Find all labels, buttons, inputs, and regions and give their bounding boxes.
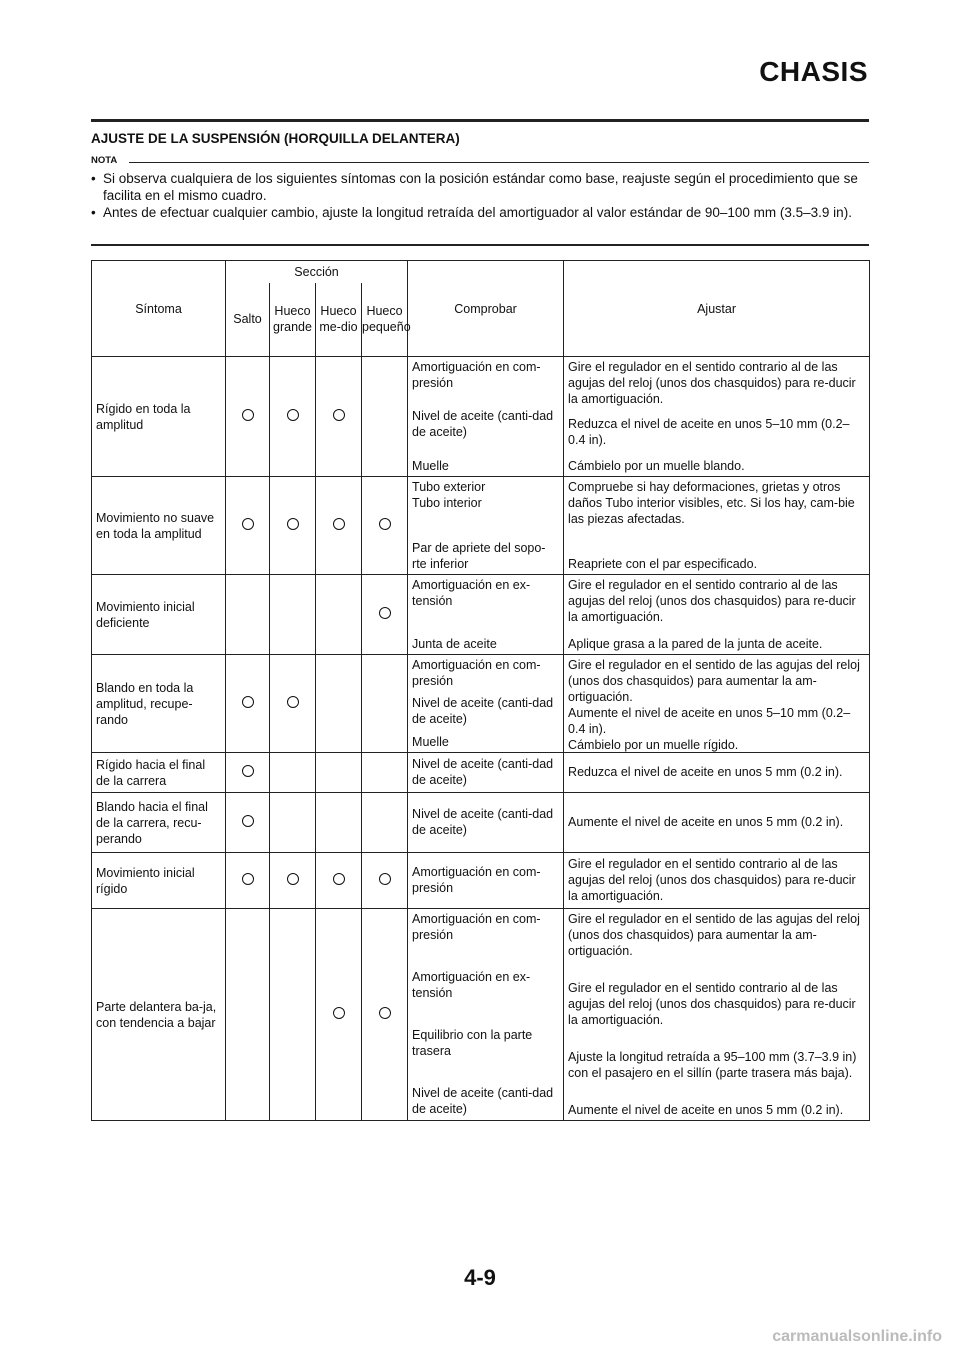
circle-mark-icon — [287, 696, 299, 708]
check-text: Amortiguación en com-presión — [412, 865, 541, 895]
circle-mark-icon — [287, 409, 299, 421]
check-text: Nivel de aceite (canti-dad de aceite) — [412, 757, 554, 787]
circle-mark-icon — [333, 873, 345, 885]
check-cell — [408, 575, 564, 655]
section-mark-cell — [316, 477, 362, 575]
section-mark-cell — [362, 575, 408, 655]
section-mark-cell — [316, 909, 362, 1121]
adjust-text: Gire el regulador en el sentido de las agujas del reloj (unos dos chasquidos) para aumentar la am-ortiguación. — [568, 657, 860, 704]
adjust-text: Gire el regulador en el sentido contrario al de las agujas del reloj (unos dos chasquidos) para re-ducir la amortiguación. — [568, 980, 856, 1027]
section-mark-cell — [362, 753, 408, 793]
table-row — [92, 853, 870, 909]
adjust-cell — [564, 853, 870, 909]
circle-mark-icon — [242, 815, 254, 827]
section-mark-cell — [316, 853, 362, 909]
table-row — [92, 909, 870, 1121]
check-text: Amortiguación en ex-tensión — [412, 969, 531, 1000]
section-heading: AJUSTE DE LA SUSPENSIÓN (HORQUILLA DELANTERA) — [91, 131, 460, 146]
symptom-cell: Blando en toda la amplitud, recupe-rando — [92, 655, 226, 753]
header-adjust: Ajustar — [564, 261, 870, 357]
table-row — [92, 753, 870, 793]
section-mark-cell — [226, 575, 270, 655]
circle-mark-icon — [287, 873, 299, 885]
check-text: Nivel de aceite (canti-dad de aceite) — [412, 1086, 554, 1117]
check-text: Nivel de aceite (canti-dad de aceite) — [412, 696, 554, 726]
section-mark-cell — [362, 909, 408, 1121]
section-mark-cell — [270, 909, 316, 1121]
section-mark-cell — [270, 753, 316, 793]
header-hueco-pequeno: Hueco pequeño — [362, 283, 408, 357]
watermark: carmanualsonline.info — [772, 1328, 942, 1345]
section-mark-cell — [226, 909, 270, 1121]
section-mark-cell — [362, 655, 408, 753]
adjust-text: Reapriete con el par especificado. — [568, 556, 758, 571]
adjust-text: Ajuste la longitud retraída a 95–100 mm (3.7–3.9 in) con el pasajero en el sillín (parte trasera más baja). — [568, 1049, 857, 1080]
symptom-cell: Blando hacia el final de la carrera, recu-perando — [92, 793, 226, 853]
adjust-text: Reduzca el nivel de aceite en unos 5 mm (0.2 in). — [568, 765, 843, 779]
section-mark-cell — [316, 357, 362, 477]
section-mark-cell — [226, 655, 270, 753]
check-cell — [408, 793, 564, 853]
adjust-text: Reduzca el nivel de aceite en unos 5–10 mm (0.2–0.4 in). — [568, 417, 850, 447]
section-mark-cell — [226, 853, 270, 909]
check-cell — [408, 655, 564, 753]
section-mark-cell — [316, 753, 362, 793]
header-check: Comprobar — [408, 261, 564, 357]
section-mark-cell — [270, 575, 316, 655]
note-label: NOTA — [91, 155, 118, 166]
note-bottom-rule — [91, 244, 869, 246]
symptom-cell: Rígido hacia el final de la carrera — [92, 753, 226, 793]
section-mark-cell — [226, 477, 270, 575]
section-mark-cell — [270, 793, 316, 853]
circle-mark-icon — [379, 1007, 391, 1019]
check-text: Amortiguación en ex-tensión — [412, 577, 531, 608]
page-number: 4-9 — [464, 1265, 496, 1290]
circle-mark-icon — [379, 518, 391, 530]
section-mark-cell — [226, 753, 270, 793]
note-rule — [129, 162, 869, 163]
circle-mark-icon — [379, 873, 391, 885]
adjust-text: Aplique grasa a la pared de la junta de aceite. — [568, 636, 823, 651]
check-text: Nivel de aceite (canti-dad de aceite) — [412, 409, 554, 439]
circle-mark-icon — [242, 518, 254, 530]
table-row — [92, 793, 870, 853]
table-row — [92, 575, 870, 655]
circle-mark-icon — [242, 765, 254, 777]
check-text: Par de apriete del sopo-rte inferior — [412, 540, 546, 571]
section-mark-cell — [316, 655, 362, 753]
section-mark-cell — [316, 575, 362, 655]
header-hueco-grande: Hueco grande — [270, 283, 316, 357]
table-body — [92, 357, 870, 1121]
header-rule — [91, 119, 869, 122]
table-row — [92, 357, 870, 477]
adjust-cell — [564, 477, 870, 575]
check-cell — [408, 477, 564, 575]
circle-mark-icon — [242, 873, 254, 885]
check-text: Amortiguación en com-presión — [412, 911, 541, 942]
check-cell — [408, 753, 564, 793]
circle-mark-icon — [242, 409, 254, 421]
note-header — [91, 155, 869, 167]
note-list — [91, 170, 869, 221]
section-mark-cell — [362, 357, 408, 477]
table-row — [92, 477, 870, 575]
note-item: • Si observa cualquiera de los siguientes síntomas con la posición estándar como base, reajuste según el procedimiento que se facilita en el mismo cuadro. — [91, 170, 869, 204]
check-text: Muelle — [412, 458, 449, 473]
section-mark-cell — [362, 477, 408, 575]
adjust-text: Cámbielo por un muelle rígido. — [568, 737, 739, 752]
symptom-cell: Rígido en toda la amplitud — [92, 357, 226, 477]
symptom-cell: Parte delantera ba-ja, con tendencia a bajar — [92, 909, 226, 1121]
circle-mark-icon — [379, 607, 391, 619]
check-text: Tubo exterior Tubo interior — [412, 479, 486, 510]
adjust-text: Gire el regulador en el sentido contrario al de las agujas del reloj (unos dos chasquidos) para re-ducir la amortiguación. — [568, 359, 856, 406]
check-text: Muelle — [412, 734, 449, 749]
adjust-text: Compruebe si hay deformaciones, grietas y otros daños Tubo interior visibles, etc. Si los hay, cam-bie las piezas afectadas. — [568, 479, 855, 526]
suspension-table — [91, 260, 870, 1121]
section-mark-cell — [362, 853, 408, 909]
circle-mark-icon — [333, 1007, 345, 1019]
section-mark-cell — [270, 357, 316, 477]
page-title: CHASIS — [759, 56, 868, 87]
note-item: • Antes de efectuar cualquier cambio, ajuste la longitud retraída del amortiguador al valor estándar de 90–100 mm (3.5–3.9 in). — [91, 204, 869, 221]
adjust-text: Aumente el nivel de aceite en unos 5 mm (0.2 in). — [568, 1102, 844, 1117]
check-cell — [408, 853, 564, 909]
section-mark-cell — [226, 793, 270, 853]
adjust-text: Cámbielo por un muelle blando. — [568, 458, 745, 473]
header-salto: Salto — [226, 283, 270, 357]
section-mark-cell — [270, 853, 316, 909]
adjust-cell — [564, 655, 870, 753]
check-text: Equilibrio con la parte trasera — [412, 1028, 533, 1059]
section-mark-cell — [270, 477, 316, 575]
circle-mark-icon — [333, 409, 345, 421]
section-mark-cell — [226, 357, 270, 477]
header-section: Sección — [226, 261, 408, 283]
header-symptom: Síntoma — [92, 261, 226, 357]
adjust-cell — [564, 357, 870, 477]
section-mark-cell — [316, 793, 362, 853]
circle-mark-icon — [287, 518, 299, 530]
adjust-cell — [564, 575, 870, 655]
adjust-cell — [564, 793, 870, 853]
circle-mark-icon — [242, 696, 254, 708]
adjust-text: Gire el regulador en el sentido contrario al de las agujas del reloj (unos dos chasquidos) para re-ducir la amortiguación. — [568, 577, 856, 624]
section-mark-cell — [270, 655, 316, 753]
header-hueco-medio: Hueco me-dio — [316, 283, 362, 357]
check-cell — [408, 357, 564, 477]
symptom-cell: Movimiento inicial rígido — [92, 853, 226, 909]
adjust-text: Gire el regulador en el sentido contrario al de las agujas del reloj (unos dos chasquidos) para re-ducir la amortiguación. — [568, 857, 856, 903]
adjust-text: Aumente el nivel de aceite en unos 5–10 mm (0.2–0.4 in). — [568, 705, 851, 736]
symptom-cell: Movimiento inicial deficiente — [92, 575, 226, 655]
adjust-cell — [564, 753, 870, 793]
check-text: Amortiguación en com-presión — [412, 657, 541, 688]
symptom-cell: Movimiento no suave en toda la amplitud — [92, 477, 226, 575]
check-text: Amortiguación en com-presión — [412, 359, 541, 390]
check-cell — [408, 909, 564, 1121]
adjust-cell — [564, 909, 870, 1121]
table-row — [92, 655, 870, 753]
adjust-text: Aumente el nivel de aceite en unos 5 mm (0.2 in). — [568, 815, 844, 829]
adjust-text: Gire el regulador en el sentido de las agujas del reloj (unos dos chasquidos) para aumentar la am-ortiguación. — [568, 911, 860, 958]
section-mark-cell — [362, 793, 408, 853]
check-text: Nivel de aceite (canti-dad de aceite) — [412, 807, 554, 837]
circle-mark-icon — [333, 518, 345, 530]
check-text: Junta de aceite — [412, 636, 497, 651]
